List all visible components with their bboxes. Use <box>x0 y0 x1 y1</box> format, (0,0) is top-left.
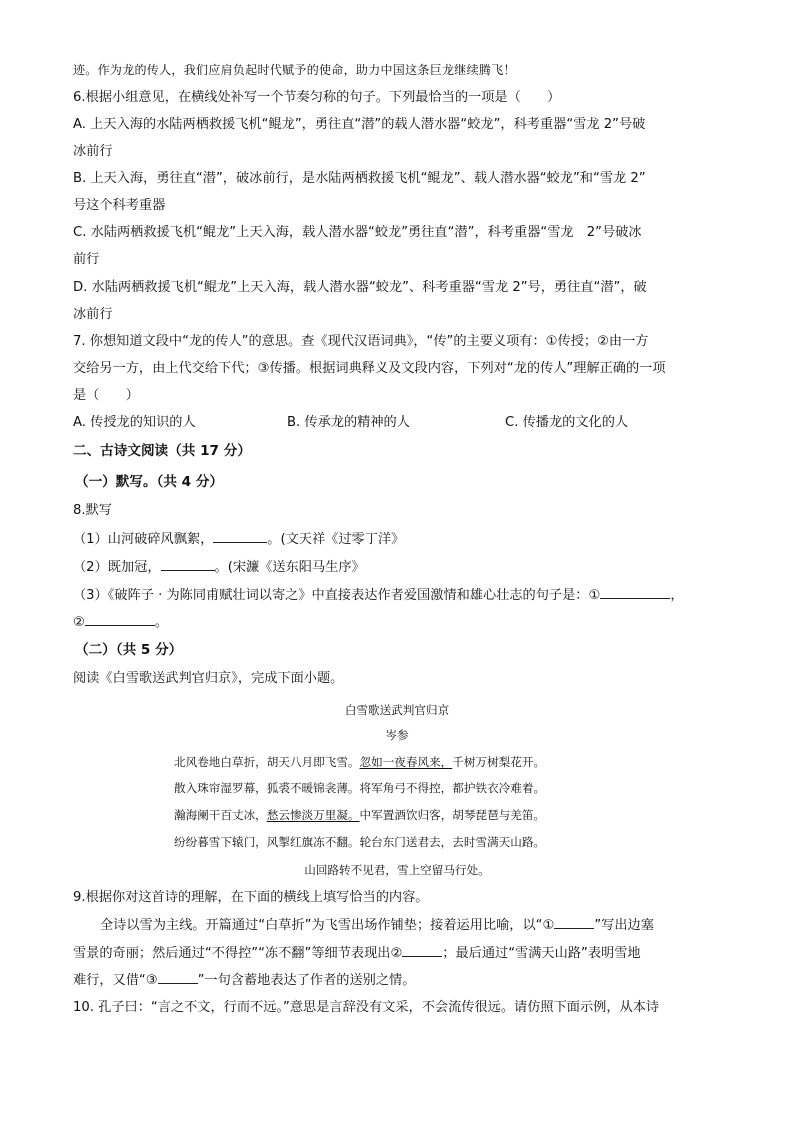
q6-option-a-line1[interactable]: A. 上天入海的水陆两栖救援飞机“鲲龙”，勇往直“潜”的载人潜水器“蛟龙”，科考重器“雪龙 2”号破 <box>73 117 646 132</box>
poem-line-3-underlined: 愁云惨淡万里凝。 <box>266 808 360 822</box>
question-10-stem: 10. 孔子曰：“言之不文，行而不远。”意思是言辞没有文采，不会流传很远。请仿照下面示例，从本诗 <box>73 1000 660 1015</box>
poem-line-4: 纷纷暮雪下辕门，风掣红旗冻不翻。轮台东门送君去，去时雪满天山路。 <box>174 835 546 849</box>
q8-item-1-blank[interactable] <box>213 529 267 543</box>
q8-item-2-prompt: （2）既加冠， <box>73 560 161 575</box>
q8-item-3-prompt: （3）《破阵子 · 为陈同甫赋壮词以寄之》中直接表达作者爱国激情和雄心壮志的句子是：① <box>73 588 601 603</box>
poem-line-1-underlined: 忽如一夜春风来， <box>359 755 453 769</box>
q9-text-2: 雪景的奇丽；然后通过“不得控”“冻不翻”等细节表现出② <box>73 946 403 961</box>
question-9-stem: 9.根据你对这首诗的理解，在下面的横线上填写恰当的内容。 <box>73 890 429 905</box>
q6-option-c-line1[interactable]: C. 水陆两栖救援飞机“鲲龙”上天入海，载人潜水器“蛟龙”勇往直“潜”，科考重器“雪龙 2”号破冰 <box>73 225 642 240</box>
q7-option-b[interactable]: B. 传承龙的精神的人 <box>287 415 410 430</box>
q8-item-1 <box>73 529 404 550</box>
poem-line-2-c: 都护铁衣冷难着。 <box>452 781 546 795</box>
q6-option-c-line2[interactable]: 前行 <box>73 252 100 267</box>
q7-option-a[interactable]: A. 传授龙的知识的人 <box>73 415 196 430</box>
q9-text-3b: ”一句含蓄地表达了作者的送别之情。 <box>197 973 416 988</box>
poem-line-3-c: 中军置酒饮归客，胡琴琵琶与羌笛。 <box>359 808 546 822</box>
reading-instruction: 阅读《白雪歌送武判官归京》，完成下面小题。 <box>73 671 344 686</box>
poem-line-5: 山回路转不见君，雪上空留马行处。 <box>304 863 490 877</box>
poem-line-2-a: 散入珠帘湿罗幕，狐裘不暖锦衾薄。 <box>174 781 360 795</box>
q8-item-3-blank-2[interactable] <box>85 612 155 626</box>
poem-title: 白雪歌送武判官归京 <box>344 703 450 717</box>
q8-item-3-line1 <box>73 585 684 606</box>
poem-line-2-b: 将军角弓不得控， <box>359 781 453 795</box>
poem-line-3 <box>174 806 545 824</box>
question-8-stem: 8.默写 <box>73 503 112 518</box>
q9-text-2b: ；最后通过“雪满天山路”表明雪地 <box>442 946 641 961</box>
q9-text-3: 难行，又借“③ <box>73 973 158 988</box>
q9-text-1b: ”写出边塞 <box>594 918 654 933</box>
q6-option-a-line2[interactable]: 冰前行 <box>73 144 113 159</box>
poem-line-3-a: 瀚海阑干百丈冰， <box>174 808 267 822</box>
q9-blank-1[interactable] <box>554 915 594 929</box>
q9-paragraph-line2 <box>73 943 641 964</box>
poem-line-1-a: 北风卷地白草折，胡天八月即飞雪。 <box>174 755 360 769</box>
poem-author: 岑参 <box>385 728 409 742</box>
question-7-stem-line3: 是（ ） <box>73 388 139 403</box>
q8-item-3-mark-2: ② <box>73 615 85 630</box>
q6-option-d-line2[interactable]: 冰前行 <box>73 307 113 322</box>
q8-item-1-source: 。(文天祥《过零丁洋》 <box>267 532 405 547</box>
subsection-2-heading: （二）（共 5 分） <box>75 642 183 658</box>
q9-blank-3[interactable] <box>158 970 198 984</box>
q8-item-2 <box>73 557 365 578</box>
poem-line-2 <box>174 779 545 797</box>
question-7-stem-line1: 7. 你想知道文段中“龙的传人”的意思。查《现代汉语词典》，“传”的主要义项有：①传授；②由一方 <box>73 334 649 349</box>
passage-end-line: 迹。作为龙的传人，我们应肩负起时代赋予的使命，助力中国这条巨龙继续腾飞！ <box>73 63 516 77</box>
q8-item-1-prompt: （1）山河破碎风飘絮， <box>73 532 214 547</box>
poem-line-1-c: 千树万树梨花开。 <box>452 755 546 769</box>
q9-text-1: 全诗以雪为主线。开篇通过“白草折”为飞雪出场作铺垫；接着运用比喻，以“① <box>100 918 555 933</box>
q9-paragraph-line1 <box>73 915 654 936</box>
q6-option-b-line1[interactable]: B. 上天入海，勇往直“潜”，破冰前行，是水陆两栖救援飞机“鲲龙”、载人潜水器“蛟龙”和“雪龙 2” <box>73 171 646 186</box>
question-6-stem: 6.根据小组意见，在横线处补写一个节奏匀称的句子。下列最恰当的一项是（ ） <box>73 90 561 105</box>
q8-item-2-source: 。(宋濂《送东阳马生序》 <box>214 560 365 575</box>
q8-item-3-period: 。 <box>154 615 169 630</box>
subsection-1-heading: （一）默写。（共 4 分） <box>75 474 224 490</box>
section-2-heading: 二、古诗文阅读（共 17 分） <box>73 443 251 459</box>
q8-item-3-line2 <box>73 612 168 633</box>
q8-item-3-blank-1[interactable] <box>600 585 670 599</box>
q6-option-d-line1[interactable]: D. 水陆两栖救援飞机“鲲龙”上天入海，载人潜水器“蛟龙”、科考重器“雪龙 2”号，勇往直“潜”，破 <box>73 280 647 295</box>
q6-option-b-line2[interactable]: 号这个科考重器 <box>73 198 166 213</box>
q8-item-3-comma: ， <box>670 588 684 603</box>
q8-item-2-blank[interactable] <box>161 557 215 571</box>
q7-option-c[interactable]: C. 传播龙的文化的人 <box>505 415 629 430</box>
q9-paragraph-line3 <box>73 970 415 991</box>
q9-blank-2[interactable] <box>402 943 442 957</box>
question-7-stem-line2: 交给另一方，由上代交给下代；③传播。根据词典释义及文段内容，下列对“龙的传人”理解正确的一项 <box>73 361 666 376</box>
poem-line-1 <box>174 753 545 771</box>
